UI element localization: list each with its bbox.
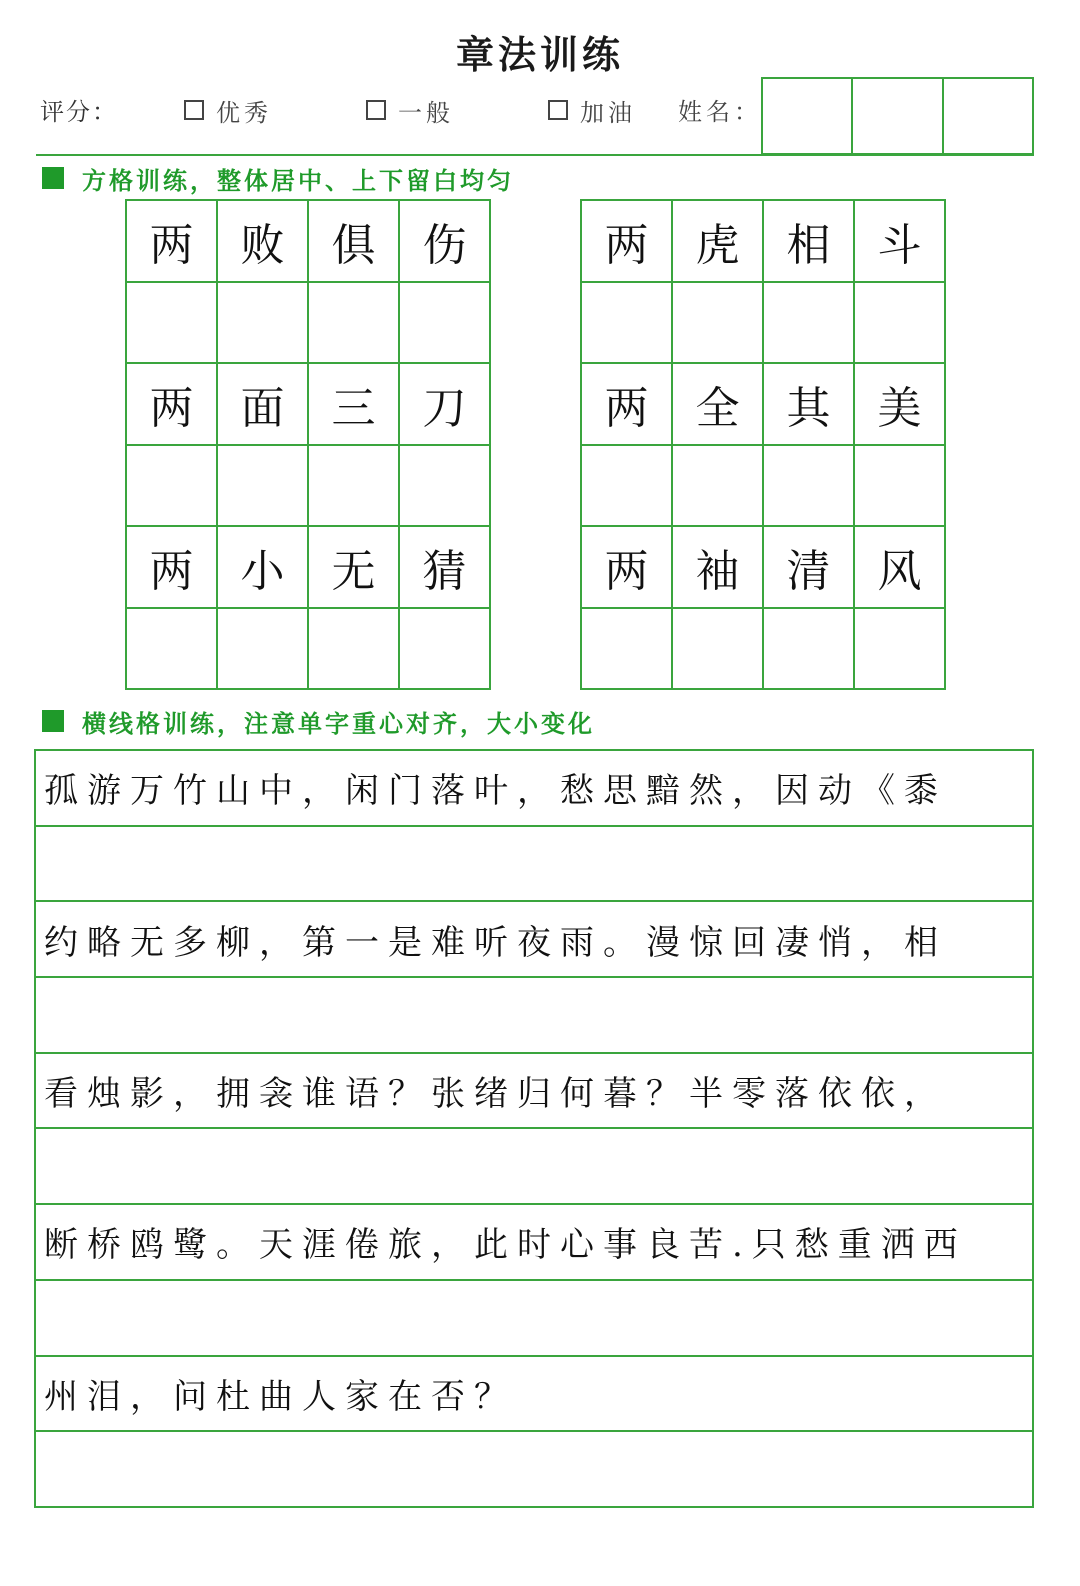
grid-empty-cell[interactable] (400, 283, 491, 365)
practice-line-empty[interactable] (36, 1129, 1032, 1205)
grid-character-cell: 美 (855, 364, 946, 446)
name-boxes (761, 77, 1034, 155)
grid-character-cell: 面 (218, 364, 309, 446)
grid-empty-cell[interactable] (764, 609, 855, 691)
grid-empty-cell[interactable] (127, 609, 218, 691)
grid-character-cell: 两 (582, 364, 673, 446)
grid-character-cell: 小 (218, 527, 309, 609)
option-average[interactable] (366, 92, 454, 128)
name-box[interactable] (944, 79, 1032, 153)
grid-empty-cell[interactable] (673, 446, 764, 528)
grid-empty-cell[interactable] (673, 609, 764, 691)
name-label: 姓名： (678, 98, 762, 126)
grid-empty-cell[interactable] (855, 446, 946, 528)
grid-empty-cell[interactable] (764, 283, 855, 365)
grid-section-heading-text: 方格训练，整体居中、上下留白均匀 (82, 165, 514, 195)
option-keep-going[interactable] (548, 92, 636, 128)
grid-character-cell: 俱 (309, 201, 400, 283)
grid-character-cell: 斗 (855, 201, 946, 283)
option-keep-going-label: 加油 (580, 98, 636, 127)
grid-empty-cell[interactable] (127, 283, 218, 365)
score-label: 评分： (40, 98, 118, 126)
grid-character-cell: 两 (127, 527, 218, 609)
grid-empty-cell[interactable] (855, 609, 946, 691)
practice-line-text: 孤游万竹山中，闲门落叶，愁思黯然，因动《黍 (36, 751, 1032, 827)
grid-character-cell: 猜 (400, 527, 491, 609)
grid-empty-cell[interactable] (582, 283, 673, 365)
name-box[interactable] (763, 79, 853, 153)
grid-section-heading (42, 163, 514, 193)
grid-character-cell: 两 (582, 201, 673, 283)
grid-empty-cell[interactable] (309, 446, 400, 528)
practice-lines (34, 749, 1034, 1508)
grid-character-cell: 无 (309, 527, 400, 609)
grid-character-cell: 伤 (400, 201, 491, 283)
grid-empty-cell[interactable] (400, 609, 491, 691)
option-average-label: 一般 (398, 98, 454, 127)
grid-empty-cell[interactable] (309, 283, 400, 365)
square-bullet-icon (42, 167, 64, 189)
page-title: 章法训练 (455, 32, 624, 77)
grid-empty-cell[interactable] (400, 446, 491, 528)
grid-empty-cell[interactable] (582, 609, 673, 691)
checkbox-excellent[interactable] (184, 100, 204, 120)
practice-line-empty[interactable] (36, 827, 1032, 903)
grid-empty-cell[interactable] (673, 283, 764, 365)
grid-character-cell: 袖 (673, 527, 764, 609)
grid-character-cell: 败 (218, 201, 309, 283)
name-box[interactable] (853, 79, 943, 153)
grid-empty-cell[interactable] (218, 283, 309, 365)
practice-line-text: 看烛影，拥衾谁语？张绪归何暮？半零落依依， (36, 1054, 1032, 1130)
grid-character-cell: 其 (764, 364, 855, 446)
checkbox-average[interactable] (366, 100, 386, 120)
grid-character-cell: 清 (764, 527, 855, 609)
practice-grid-right (580, 199, 946, 690)
grid-empty-cell[interactable] (218, 446, 309, 528)
grid-character-cell: 刀 (400, 364, 491, 446)
grid-character-cell: 虎 (673, 201, 764, 283)
option-excellent[interactable] (184, 92, 272, 128)
grid-empty-cell[interactable] (855, 283, 946, 365)
grid-character-cell: 全 (673, 364, 764, 446)
grid-character-cell: 三 (309, 364, 400, 446)
grid-character-cell: 两 (127, 364, 218, 446)
grid-empty-cell[interactable] (218, 609, 309, 691)
practice-line-text: 约略无多柳，第一是难听夜雨。漫惊回凄悄，相 (36, 902, 1032, 978)
practice-line-text: 州泪，问杜曲人家在否？ (36, 1357, 1032, 1433)
grid-character-cell: 两 (127, 201, 218, 283)
checkbox-keep-going[interactable] (548, 100, 568, 120)
grid-character-cell: 相 (764, 201, 855, 283)
grid-character-cell: 两 (582, 527, 673, 609)
grid-empty-cell[interactable] (582, 446, 673, 528)
practice-line-text: 断桥鸥鹭。天涯倦旅，此时心事良苦.只愁重洒西 (36, 1205, 1032, 1281)
grid-empty-cell[interactable] (127, 446, 218, 528)
option-excellent-label: 优秀 (216, 98, 272, 127)
grid-character-cell: 风 (855, 527, 946, 609)
practice-grid-left (125, 199, 491, 690)
grid-empty-cell[interactable] (764, 446, 855, 528)
lines-section-heading (42, 706, 595, 736)
square-bullet-icon (42, 710, 64, 732)
lines-section-heading-text: 横线格训练，注意单字重心对齐，大小变化 (82, 708, 595, 738)
practice-line-empty[interactable] (36, 1281, 1032, 1357)
grid-empty-cell[interactable] (309, 609, 400, 691)
header-divider (36, 154, 1034, 156)
practice-line-empty[interactable] (36, 1432, 1032, 1508)
practice-line-empty[interactable] (36, 978, 1032, 1054)
